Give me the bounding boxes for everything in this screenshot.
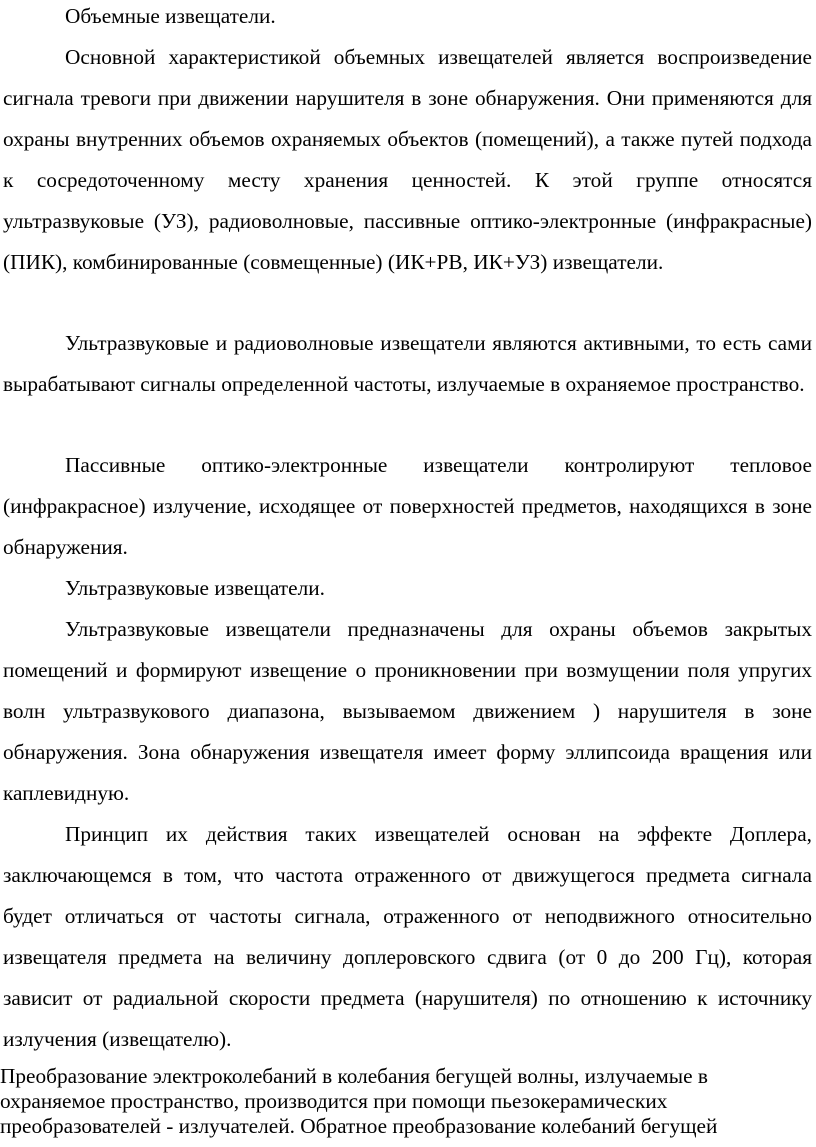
section-heading-volume-detectors: Объемные извещатели. <box>65 4 276 28</box>
paragraph-passive-detectors: Пассивные оптико-электронные извещатели контролируют тепловое (инфракрасное) излучение, исходящее от поверхностей предметов, находящихся в зоне обнаружения. <box>3 453 812 559</box>
paragraph-active-detectors: Ультразвуковые и радиоволновые извещатели являются активными, то есть сами вырабатывают сигналы определенной частоты, излучаемые в охраняемое пространство. <box>3 331 812 396</box>
paragraph-conversion: Преобразование электроколебаний в колебания бегущей волны, излучаемые в охраняемое пространство, производится при помощи пьезокерамических преобразователей - излучателей. Обратное преобразование колебаний бегущей <box>0 1064 718 1138</box>
paragraph-volume-detectors: Основной характеристикой объемных извещателей является воспроизведение сигнала тревоги при движении нарушителя в зоне обнаружения. Они применяются для охраны внутренних объемов охраняемых объектов (помещений), а также путей подхода к сосредоточенному месту хранения ценностей. К этой группе относятся ультразвуковые (УЗ), радиоволновые, пассивные оптико-электронные (инфракрасные) (ПИК), комбинированные (совмещенные) (ИК+РВ, ИК+УЗ) извещатели. <box>3 45 812 274</box>
section-heading-ultrasonic-detectors: Ультразвуковые извещатели. <box>65 576 325 600</box>
paragraph-doppler-principle: Принцип их действия таких извещателей основан на эффекте Доплера, заключающемся в том, что частота отраженного от движущегося предмета сигнала будет отличаться от частоты сигнала, отраженного от неподвижного относительно извещателя предмета на величину доплеровского сдвига (от 0 до 200 Гц), которая зависит от радиальной скорости предмета (нарушителя) по отношению к источнику излучения (извещателю). <box>3 822 812 1051</box>
paragraph-ultrasonic-purpose: Ультразвуковые извещатели предназначены для охраны объемов закрытых помещений и формируют извещение о проникновении при возмущении поля упругих волн ультразвукового диапазона, вызываемом движением ) нарушителя в зоне обнаружения. Зона обнаружения извещателя имеет форму эллипсоида вращения или каплевидную. <box>3 617 812 805</box>
